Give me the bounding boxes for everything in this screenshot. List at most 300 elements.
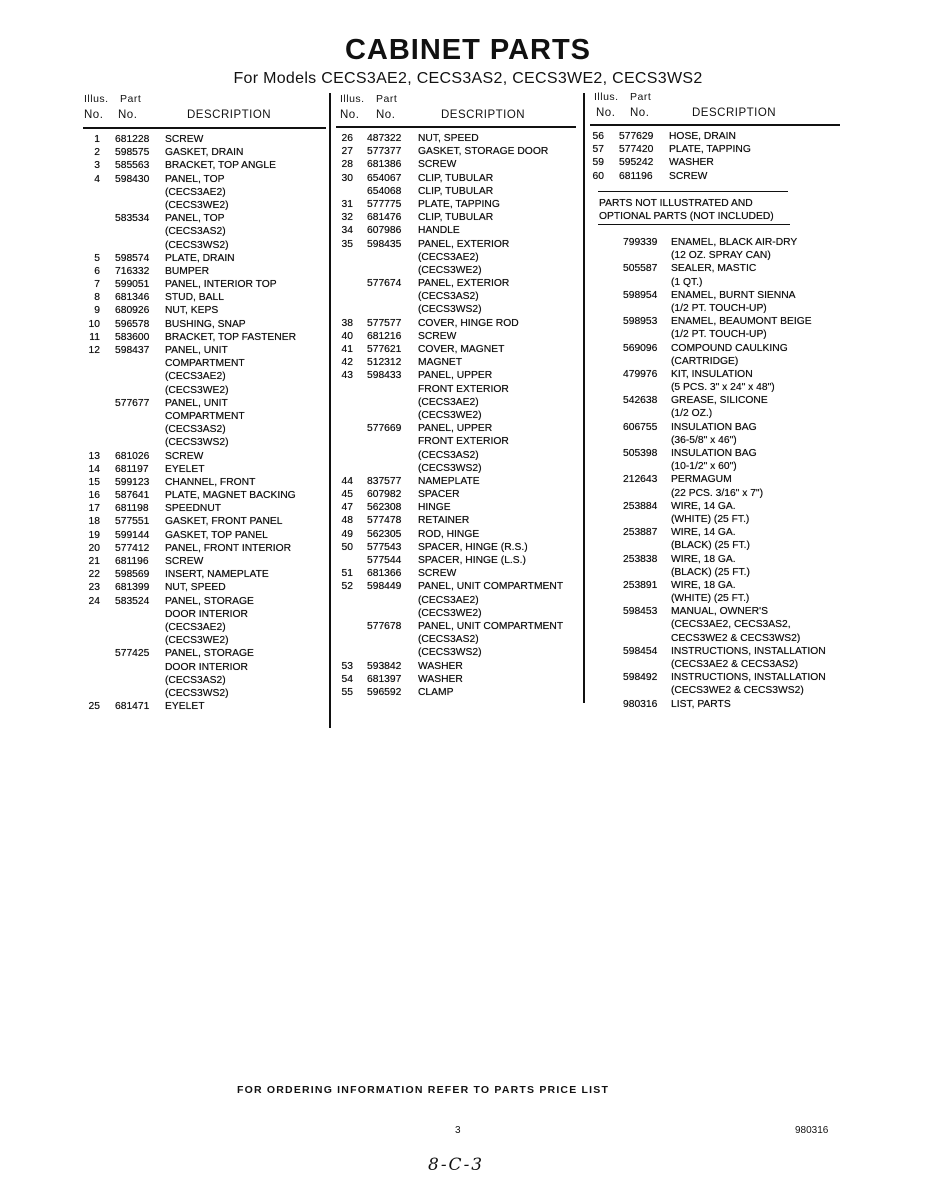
- part-number: 598454: [623, 645, 658, 657]
- part-number: 681386: [367, 159, 402, 171]
- document-number: 980316: [795, 1125, 829, 1136]
- part-row: [82, 304, 327, 317]
- illus-number: 56: [592, 131, 604, 142]
- illus-number: 40: [341, 330, 353, 342]
- part-row: [82, 173, 327, 186]
- part-number: 487322: [367, 133, 402, 144]
- part-description: BUMPER: [165, 265, 210, 277]
- part-description: WASHER: [418, 673, 463, 685]
- part-row: [82, 700, 327, 713]
- illus-number: 23: [88, 582, 100, 594]
- part-row: [334, 541, 579, 554]
- part-description: SPACER, HINGE (L.S.): [418, 555, 526, 566]
- illus-number: 14: [88, 463, 100, 475]
- illus-number: 50: [341, 541, 353, 553]
- part-row-continuation: [334, 449, 579, 462]
- description-label: DESCRIPTION: [441, 109, 526, 121]
- part-row: [334, 343, 579, 356]
- part-row-continuation: [586, 355, 841, 368]
- models-subtitle: For Models CECS3AE2, CECS3AS2, CECS3WE2, CECS3WS2: [233, 70, 703, 87]
- part-row-continuation: [82, 370, 327, 383]
- part-row: [586, 156, 841, 169]
- part-number: 577544: [367, 555, 402, 566]
- part-description: ENAMEL, BLACK AIR-DRY: [671, 237, 798, 248]
- part-number: 799339: [623, 237, 658, 248]
- part-row-continuation: [334, 435, 579, 448]
- part-description: (CECS3WS2): [165, 687, 229, 699]
- part-row: [334, 198, 579, 211]
- part-number: 577577: [367, 317, 402, 329]
- part-row: [82, 647, 327, 660]
- illus-label: Illus.: [340, 93, 365, 105]
- part-description: PANEL, STORAGE: [165, 595, 254, 607]
- part-row-continuation: [334, 633, 579, 646]
- part-row: [334, 488, 579, 501]
- part-number: 479976: [623, 368, 658, 380]
- part-row: [82, 463, 327, 476]
- part-description: (CECS3WS2): [418, 647, 482, 659]
- part-row: [334, 660, 579, 673]
- note-line: OPTIONAL PARTS (NOT INCLUDED): [599, 211, 774, 222]
- header-rule: [590, 124, 840, 126]
- illus-number: 18: [88, 516, 100, 528]
- note-rule: [598, 224, 790, 225]
- part-row: [334, 277, 579, 290]
- part-description: DOOR INTERIOR: [165, 608, 248, 620]
- part-row-continuation: [82, 634, 327, 647]
- part-description: (1/2 PT. TOUCH-UP): [671, 329, 767, 341]
- part-row-continuation: [586, 618, 841, 631]
- part-row-continuation: [334, 646, 579, 659]
- part-description: EYELET: [165, 701, 205, 713]
- part-description: WIRE, 18 GA.: [671, 553, 736, 565]
- illus-number: 31: [341, 198, 353, 210]
- part-description: PANEL, INTERIOR TOP: [165, 279, 277, 291]
- part-number: 681196: [115, 556, 149, 567]
- part-row: [334, 514, 579, 527]
- part-description: PANEL, STORAGE: [165, 648, 254, 660]
- part-row-continuation: [586, 328, 841, 341]
- illus-number: 19: [88, 529, 100, 541]
- illus-label: Illus.: [594, 91, 619, 103]
- part-row-continuation: [334, 383, 579, 396]
- part-description: PANEL, UPPER: [418, 370, 493, 382]
- part-description: SPACER, HINGE (R.S.): [418, 541, 528, 553]
- part-number: 583600: [115, 331, 150, 343]
- part-number: 598449: [367, 581, 402, 593]
- part-row: [334, 356, 579, 369]
- part-number: 595242: [619, 157, 654, 169]
- part-description: FRONT EXTERIOR: [418, 436, 509, 448]
- part-description: PERMAGUM: [671, 474, 732, 486]
- illus-number: 25: [88, 701, 100, 713]
- part-row-continuation: [334, 462, 579, 475]
- part-description: (CECS3AE2): [418, 594, 479, 606]
- part-row: [82, 265, 327, 278]
- illus-number: 38: [341, 317, 353, 329]
- part-description: COVER, MAGNET: [418, 344, 505, 355]
- illus-number: 49: [341, 528, 353, 540]
- part-row-continuation: [82, 384, 327, 397]
- part-row: [82, 133, 327, 146]
- part-number: 505587: [623, 263, 658, 275]
- part-number: 598492: [623, 672, 658, 684]
- part-row-continuation: [82, 621, 327, 634]
- part-number: 980316: [623, 698, 658, 710]
- part-row-continuation: [82, 661, 327, 674]
- part-description: (22 PCS. 3/16" x 7"): [671, 487, 764, 499]
- part-row: [82, 529, 327, 542]
- part-description: NUT, KEPS: [165, 305, 219, 317]
- illus-number: 22: [88, 569, 100, 581]
- part-description: CLIP, TUBULAR: [418, 185, 494, 197]
- part-description: INSTRUCTIONS, INSTALLATION: [671, 672, 826, 684]
- no-label: No.: [118, 109, 138, 121]
- part-description: PLATE, MAGNET BACKING: [165, 490, 296, 502]
- part-number: 598430: [115, 173, 150, 185]
- part-row: [82, 252, 327, 265]
- part-description: CLAMP: [418, 686, 454, 698]
- part-row: [82, 278, 327, 291]
- part-number: 681399: [115, 582, 150, 594]
- part-description: GASKET, STORAGE DOOR: [418, 146, 549, 158]
- part-number: 598453: [623, 606, 658, 618]
- part-number: 598435: [367, 238, 402, 250]
- part-number: 577412: [115, 542, 150, 554]
- part-description: MAGNET: [418, 357, 463, 369]
- column-divider: [583, 93, 585, 703]
- part-number: 577551: [115, 516, 150, 528]
- part-number: 505398: [623, 448, 658, 459]
- part-number: 585563: [115, 160, 150, 172]
- part-description: (1/2 PT. TOUCH-UP): [671, 302, 767, 314]
- part-description: DOOR INTERIOR: [165, 661, 248, 673]
- part-description: SCREW: [418, 330, 457, 342]
- part-row: [334, 238, 579, 251]
- part-description: BRACKET, TOP FASTENER: [165, 331, 297, 343]
- part-description: HANDLE: [418, 225, 460, 237]
- part-description: (CECS3WE2): [165, 635, 229, 647]
- part-description: (CECS3WS2): [165, 239, 229, 251]
- illus-number: 1: [94, 134, 100, 145]
- part-number: 607986: [367, 225, 402, 237]
- illus-number: 57: [592, 144, 604, 156]
- part-row-continuation: [334, 594, 579, 607]
- part-number: 681196: [619, 170, 653, 182]
- part-row-continuation: [334, 396, 579, 409]
- part-number: 212643: [623, 474, 658, 486]
- part-description: (CECS3WE2): [418, 607, 482, 619]
- part-description: (CECS3AS2): [165, 424, 226, 436]
- illus-number: 47: [341, 502, 353, 514]
- part-row: [586, 526, 841, 539]
- part-number: 837577: [367, 475, 402, 487]
- part-row-continuation: [82, 423, 327, 436]
- part-row: [334, 501, 579, 514]
- part-description: COMPARTMENT: [165, 358, 245, 370]
- illus-number: 28: [341, 159, 353, 171]
- part-description: GASKET, DRAIN: [165, 147, 244, 159]
- part-description: HOSE, DRAIN: [669, 131, 736, 142]
- part-description: (36-5/8" x 46"): [671, 434, 737, 446]
- part-description: GASKET, TOP PANEL: [165, 529, 268, 541]
- parts-column-2: [334, 132, 579, 699]
- part-row: [586, 500, 841, 513]
- part-number: 599144: [115, 529, 150, 541]
- illus-number: 7: [94, 279, 100, 291]
- part-row: [586, 342, 841, 355]
- part-number: 681346: [115, 292, 150, 304]
- part-row-continuation: [82, 357, 327, 370]
- part-row: [334, 158, 579, 171]
- part-row-continuation: [334, 303, 579, 316]
- part-number: 681397: [367, 673, 402, 685]
- part-row-continuation: [586, 487, 841, 500]
- part-number: 681198: [115, 503, 149, 515]
- part-number: 681228: [115, 134, 150, 145]
- part-description: (12 OZ. SPRAY CAN): [671, 250, 771, 262]
- part-number: 681197: [115, 463, 149, 475]
- illus-number: 21: [88, 556, 100, 567]
- part-row: [82, 515, 327, 528]
- part-row: [82, 159, 327, 172]
- part-row-continuation: [334, 290, 579, 303]
- part-number: 598433: [367, 370, 402, 382]
- part-description: SPACER: [418, 489, 460, 501]
- part-description: (CECS3AE2): [418, 251, 479, 263]
- page-number: 3: [455, 1125, 461, 1136]
- part-row: [334, 317, 579, 330]
- part-row: [586, 236, 841, 249]
- illus-number: 24: [88, 595, 100, 607]
- part-row-continuation: [586, 276, 841, 289]
- part-description: NUT, SPEED: [418, 133, 479, 144]
- part-number: 577420: [619, 144, 654, 156]
- illus-number: 3: [94, 160, 100, 172]
- part-row-continuation: [586, 249, 841, 262]
- part-row-continuation: [334, 264, 579, 277]
- part-description: PANEL, TOP: [165, 213, 225, 225]
- part-number: 253891: [623, 579, 658, 591]
- part-description: COVER, HINGE ROD: [418, 317, 519, 329]
- part-description: RETAINER: [418, 515, 470, 527]
- part-number: 599051: [115, 279, 150, 291]
- part-description: MANUAL, OWNER'S: [671, 606, 768, 618]
- part-row: [82, 489, 327, 502]
- part-number: 562308: [367, 502, 402, 514]
- part-description: (CECS3AE2): [165, 371, 226, 383]
- part-row-continuation: [82, 436, 327, 449]
- part-number: 681366: [367, 568, 402, 580]
- part-row-continuation: [82, 674, 327, 687]
- part-number: 606755: [623, 421, 658, 433]
- ordering-info-footer: FOR ORDERING INFORMATION REFER TO PARTS PRICE LIST: [237, 1084, 610, 1096]
- part-row: [82, 555, 327, 568]
- part-description: NAMEPLATE: [418, 475, 480, 487]
- part-description: WASHER: [669, 157, 714, 169]
- illus-number: 2: [94, 147, 100, 159]
- part-row: [82, 146, 327, 159]
- part-description: (CECS3WS2): [418, 462, 482, 474]
- part-number: 607982: [367, 489, 402, 501]
- part-number: 654067: [367, 172, 402, 184]
- part-description: COMPARTMENT: [165, 410, 245, 422]
- part-row: [334, 145, 579, 158]
- part-number: 577377: [367, 146, 402, 158]
- note-line: PARTS NOT ILLUSTRATED AND: [599, 198, 753, 209]
- part-description: PANEL, UNIT: [165, 345, 228, 356]
- part-row-continuation: [586, 513, 841, 526]
- part-number: 587641: [115, 490, 150, 502]
- part-description: GREASE, SILICONE: [671, 395, 768, 407]
- description-label: DESCRIPTION: [692, 107, 777, 119]
- part-description: (CECS3AE2): [418, 396, 479, 408]
- illus-number: 42: [341, 357, 353, 369]
- part-row: [586, 170, 841, 183]
- part-description: LIST, PARTS: [671, 698, 731, 710]
- part-description: (CECS3AS2): [418, 291, 479, 303]
- part-row-continuation: [586, 302, 841, 315]
- part-row: [586, 645, 841, 658]
- part-row: [586, 579, 841, 592]
- part-row-continuation: [82, 239, 327, 252]
- illus-number: 9: [94, 305, 100, 317]
- part-row: [334, 686, 579, 699]
- part-row: [586, 368, 841, 381]
- part-number: 583534: [115, 213, 150, 225]
- part-description: SCREW: [165, 556, 204, 567]
- part-row: [334, 580, 579, 593]
- page-title: CABINET PARTS: [344, 34, 592, 66]
- part-row: [82, 581, 327, 594]
- part-row: [82, 291, 327, 304]
- part-row: [334, 620, 579, 633]
- part-row: [82, 344, 327, 357]
- illus-number: 17: [88, 503, 100, 515]
- part-row-continuation: [586, 381, 841, 394]
- part-description: SPEEDNUT: [165, 503, 222, 515]
- part-description: EYELET: [165, 463, 205, 475]
- column-divider: [329, 93, 331, 728]
- part-row-continuation: [586, 566, 841, 579]
- illus-number: 34: [341, 225, 353, 237]
- part-description: (CECS3WS2): [165, 437, 229, 449]
- part-row: [334, 185, 579, 198]
- illus-number: 6: [94, 265, 100, 277]
- illus-number: 20: [88, 542, 100, 554]
- illus-label: Illus.: [84, 93, 109, 105]
- part-number: 577425: [115, 648, 150, 660]
- illus-number: 44: [341, 475, 353, 487]
- illus-number: 5: [94, 252, 100, 264]
- part-description: INSULATION BAG: [671, 421, 757, 433]
- part-description: CLIP, TUBULAR: [418, 172, 494, 184]
- part-number: 681471: [115, 701, 150, 713]
- part-description: PANEL, EXTERIOR: [418, 238, 510, 250]
- illus-number: 15: [88, 476, 100, 488]
- part-number: 577543: [367, 541, 402, 553]
- part-description: (CECS3WE2): [418, 264, 482, 276]
- part-description: (CECS3AE2, CECS3AS2,: [671, 619, 791, 631]
- part-number: 598437: [115, 345, 150, 356]
- illus-number: 53: [341, 660, 353, 672]
- handwritten-note: 8-C-3: [428, 1155, 485, 1175]
- part-description: BUSHING, SNAP: [165, 318, 246, 330]
- illus-number: 8: [94, 292, 100, 304]
- part-description: HINGE: [418, 502, 451, 514]
- part-row: [334, 172, 579, 185]
- part-number: 598954: [623, 289, 658, 301]
- illus-number: 52: [341, 581, 353, 593]
- part-row: [82, 397, 327, 410]
- part-row-continuation: [586, 460, 841, 473]
- part-row-continuation: [586, 434, 841, 447]
- part-description: WIRE, 14 GA.: [671, 527, 736, 539]
- part-row-continuation: [82, 199, 327, 212]
- part-description: (CECS3AE2 & CECS3AS2): [671, 659, 799, 670]
- part-description: WIRE, 14 GA.: [671, 500, 736, 512]
- part-row: [586, 553, 841, 566]
- part-row-continuation: [586, 407, 841, 420]
- illus-number: 30: [341, 172, 353, 184]
- part-row: [82, 568, 327, 581]
- part-number: 577678: [367, 620, 402, 632]
- part-description: PLATE, TAPPING: [669, 144, 751, 156]
- illus-number: 51: [341, 568, 353, 580]
- part-description: (CECS3WE2 & CECS3WS2): [671, 685, 804, 697]
- part-description: FRONT EXTERIOR: [418, 383, 509, 395]
- part-number: 542638: [623, 395, 658, 407]
- part-row: [334, 673, 579, 686]
- part-row-continuation: [82, 687, 327, 700]
- part-row-continuation: [586, 539, 841, 552]
- optional-parts-note: [599, 197, 774, 223]
- part-row: [334, 369, 579, 382]
- part-row: [586, 143, 841, 156]
- illus-number: 41: [341, 344, 353, 355]
- illus-number: 35: [341, 238, 353, 250]
- part-row: [586, 421, 841, 434]
- part-description: (CECS3WE2): [165, 384, 229, 396]
- part-description: PANEL, UNIT COMPARTMENT: [418, 581, 564, 593]
- part-description: (BLACK) (25 FT.): [671, 566, 750, 578]
- part-number: 596592: [367, 686, 402, 698]
- illus-number: 60: [592, 170, 604, 182]
- part-description: SCREW: [418, 159, 457, 171]
- part-description: (CECS3AE2): [165, 621, 226, 633]
- optional-parts-list: [586, 236, 841, 711]
- part-row-continuation: [586, 684, 841, 697]
- part-row: [586, 262, 841, 275]
- part-row: [586, 130, 841, 143]
- illus-number: 4: [94, 173, 100, 185]
- part-description: (WHITE) (25 FT.): [671, 593, 750, 605]
- illus-number: 16: [88, 490, 100, 502]
- parts-column-3: [586, 130, 841, 183]
- part-row: [82, 595, 327, 608]
- part-row-continuation: [334, 607, 579, 620]
- note-rule: [598, 191, 788, 192]
- part-number: 681026: [115, 450, 150, 462]
- part-description: (WHITE) (25 FT.): [671, 513, 750, 525]
- part-description: (1/2 OZ.): [671, 408, 713, 420]
- part-description: (CECS3WE2): [418, 409, 482, 421]
- part-row: [82, 318, 327, 331]
- part-number: 569096: [623, 342, 658, 354]
- part-row: [586, 671, 841, 684]
- part-number: 562305: [367, 528, 402, 540]
- part-row: [82, 450, 327, 463]
